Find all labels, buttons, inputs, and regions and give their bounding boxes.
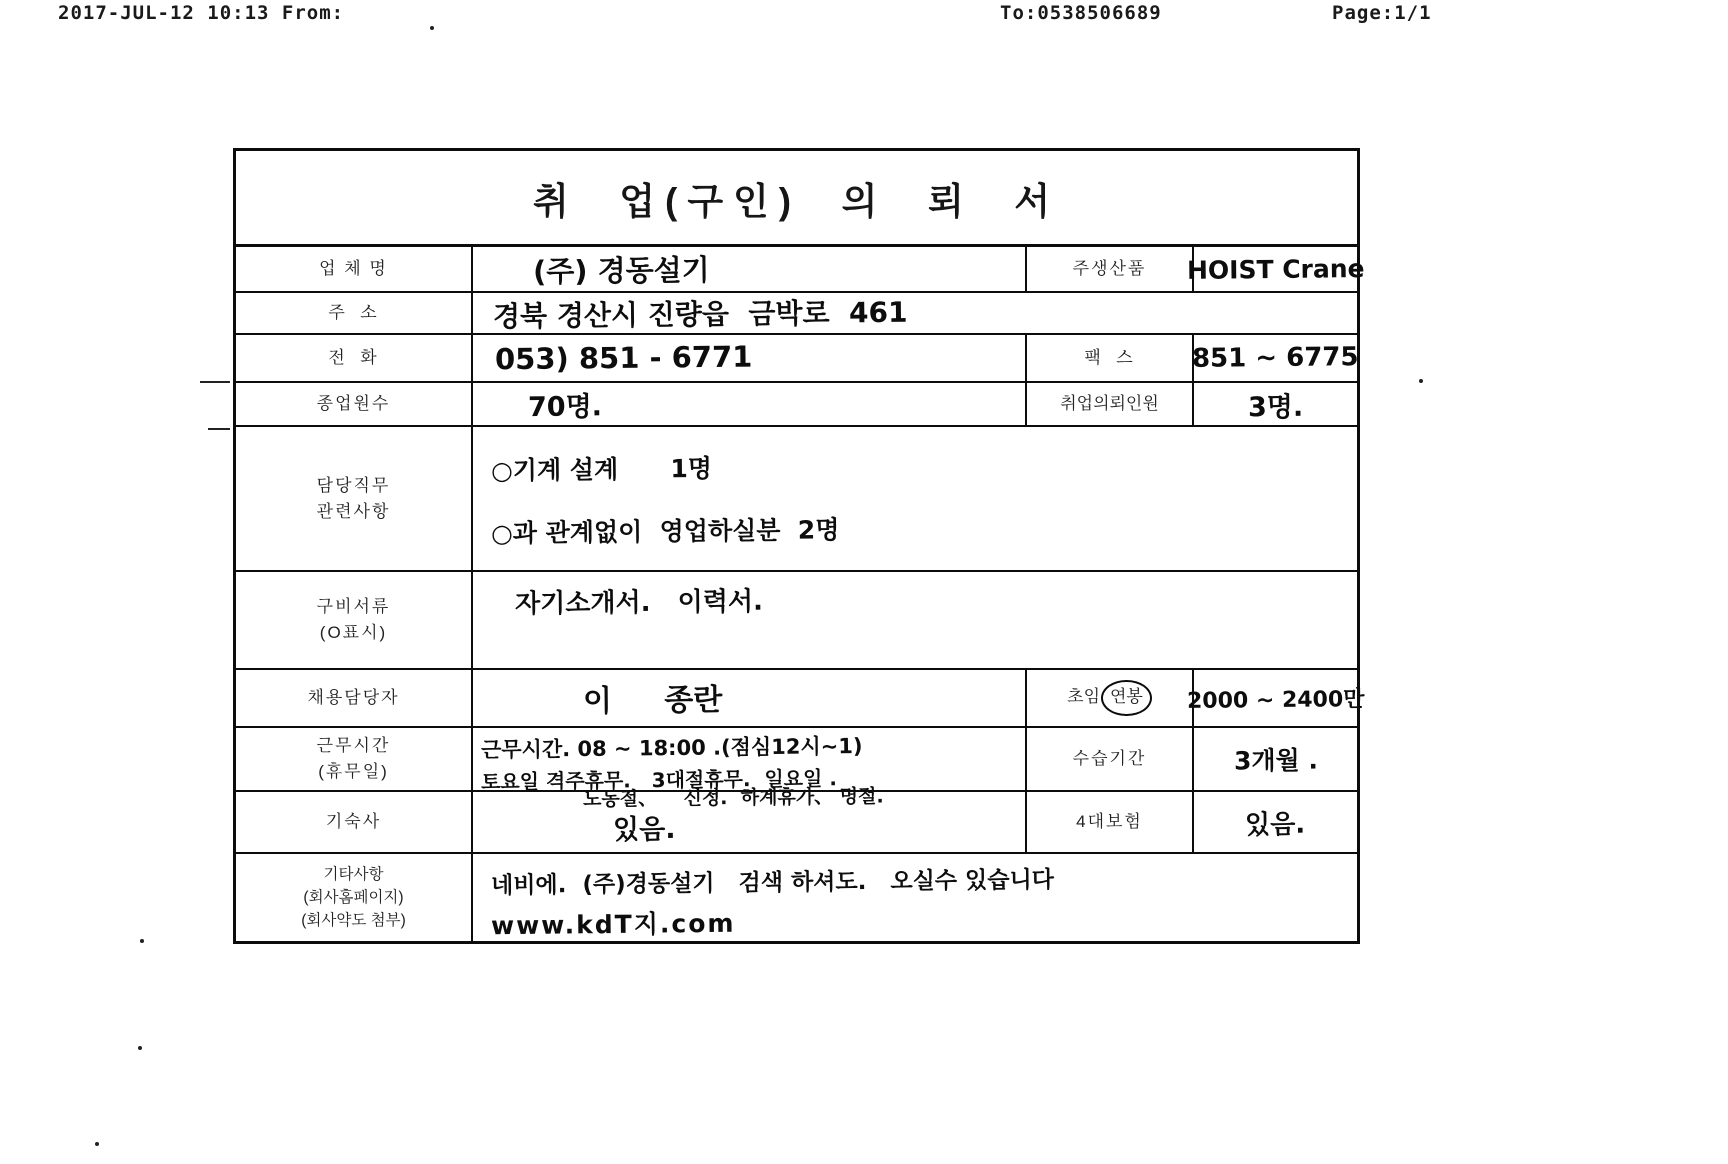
duties-label-line2: 관련사항 bbox=[316, 501, 391, 521]
probation-value: 3개월 . bbox=[1233, 745, 1318, 776]
scan-artifact-dot bbox=[430, 26, 434, 30]
main-product-value: HOIST Crane bbox=[1186, 253, 1365, 285]
dormitory-value: 있음. bbox=[612, 813, 676, 846]
probation-value-cell bbox=[1192, 728, 1357, 790]
company-name-label-cell bbox=[236, 247, 473, 291]
scan-artifact-dash bbox=[200, 381, 230, 383]
hours-value-cell bbox=[473, 728, 1025, 811]
employee-count-value: 70명. bbox=[527, 390, 603, 423]
main-product-value-cell bbox=[1186, 247, 1365, 291]
duties-value-line2: ○과 관계없이 영업하실분 2명 bbox=[490, 515, 840, 548]
dormitory-label: 기숙사 bbox=[325, 812, 382, 832]
starting-salary-value: 2000 ~ 2400만 bbox=[1186, 686, 1365, 714]
insurance-label: 4대보험 bbox=[1076, 812, 1143, 832]
starting-salary-value-cell bbox=[1186, 670, 1365, 727]
requested-workers-value-cell bbox=[1192, 383, 1357, 426]
address-value: 경북 경산시 진량읍 금박로 461 bbox=[492, 295, 908, 334]
scan-artifact-dot bbox=[140, 939, 144, 943]
etc-label-cell bbox=[236, 854, 473, 941]
row-employees bbox=[236, 383, 1357, 428]
documents-label-line2: (O표시) bbox=[319, 623, 388, 643]
dormitory-label-cell bbox=[236, 792, 473, 852]
company-name-value: (주) 경동설기 bbox=[532, 252, 710, 289]
row-working-hours bbox=[236, 728, 1357, 811]
address-label-cell bbox=[236, 293, 473, 333]
fax-transmission-header bbox=[0, 2, 1728, 28]
etc-value-line2: www.kdT지.com bbox=[490, 908, 736, 941]
recruiter-label: 채용담당자 bbox=[307, 687, 400, 707]
probation-label-cell bbox=[1025, 728, 1192, 790]
fax-label-cell bbox=[1025, 335, 1192, 381]
starting-salary-label-cell bbox=[1025, 670, 1192, 727]
address-value-cell bbox=[473, 293, 1357, 333]
main-product-label-cell bbox=[1025, 247, 1192, 291]
etc-label-line2: (회사홈페이지) bbox=[303, 888, 404, 906]
row-phone bbox=[236, 335, 1357, 383]
phone-value: 053) 851 - 6771 bbox=[494, 339, 753, 377]
row-etc bbox=[236, 854, 1357, 941]
hours-label-line2: (휴무일) bbox=[318, 762, 389, 782]
recruiter-label-cell bbox=[236, 670, 473, 727]
recruiter-value-cell bbox=[473, 670, 1025, 727]
insurance-value: 있음. bbox=[1245, 809, 1306, 841]
phone-label: 전 화 bbox=[328, 347, 379, 367]
scan-artifact-dot bbox=[95, 1142, 99, 1146]
main-product-label: 주생산품 bbox=[1072, 259, 1147, 279]
form-title: 취 업(구인) 의 뢰 서 bbox=[532, 180, 1061, 222]
form-title-row bbox=[236, 151, 1357, 247]
documents-value-cell bbox=[473, 572, 1357, 667]
address-label: 주 소 bbox=[328, 302, 379, 322]
annual-salary-circle: 연봉 bbox=[1101, 680, 1152, 716]
row-company bbox=[236, 247, 1365, 293]
requested-workers-value: 3명. bbox=[1247, 391, 1304, 423]
starting-salary-label bbox=[1067, 680, 1152, 716]
row-duties bbox=[236, 427, 1357, 572]
employee-count-label: 종업원수 bbox=[316, 393, 391, 413]
hours-value-line1: 근무시간. 08 ~ 18:00 .(점심12시~1) bbox=[480, 734, 863, 763]
employment-request-form bbox=[233, 148, 1365, 944]
phone-label-cell bbox=[236, 335, 473, 381]
fax-label: 팩 스 bbox=[1084, 347, 1135, 367]
scan-artifact-dot bbox=[1419, 379, 1423, 383]
scan-artifact-dot bbox=[138, 1046, 142, 1050]
phone-value-cell bbox=[473, 335, 1025, 381]
row-required-documents bbox=[236, 572, 1357, 669]
documents-label-line1: 구비서류 bbox=[316, 596, 391, 616]
company-name-value-cell bbox=[473, 247, 1025, 291]
employee-count-value-cell bbox=[473, 383, 1025, 426]
company-name-label: 업 체 명 bbox=[319, 259, 388, 279]
etc-label-line3: (회사약도 첨부) bbox=[301, 912, 406, 930]
starting-salary-label-prefix: 초임 bbox=[1067, 686, 1100, 706]
requested-workers-label: 취업의뢰인원 bbox=[1060, 393, 1159, 413]
hours-label-line1: 근무시간 bbox=[316, 736, 391, 756]
fax-value-cell bbox=[1192, 335, 1357, 381]
etc-value-cell bbox=[473, 854, 1357, 941]
hours-value-line2: 토요일 격주휴무. 3대절휴무. 일요일 . bbox=[480, 766, 838, 795]
etc-label-line1: 기타사항 bbox=[323, 865, 384, 883]
duties-value-cell bbox=[473, 427, 1357, 570]
row-address bbox=[236, 293, 1357, 335]
documents-value: 자기소개서. 이력서. bbox=[514, 587, 764, 620]
duties-value-line1: ○기계 설계 1명 bbox=[490, 453, 713, 486]
hours-label-cell bbox=[236, 728, 473, 790]
employee-count-label-cell bbox=[236, 383, 473, 426]
fax-to-number: To:0538506689 bbox=[1000, 2, 1162, 24]
scan-artifact-dash bbox=[208, 428, 230, 430]
fax-date-from: 2017-JUL-12 10:13 From: bbox=[58, 2, 345, 24]
fax-value: 851 ~ 6775 bbox=[1192, 342, 1359, 374]
insurance-value-cell bbox=[1192, 792, 1357, 852]
requested-workers-label-cell bbox=[1025, 383, 1192, 426]
insurance-label-cell bbox=[1025, 792, 1192, 852]
hours-value-line3: 노동절、 신정. 하계휴가、 명절. bbox=[582, 785, 884, 811]
duties-label-line1: 담당직무 bbox=[316, 475, 391, 495]
row-recruiter bbox=[236, 670, 1365, 729]
etc-value-line1: 네비에. (주)경동설기 검색 하셔도. 오실수 있습니다 bbox=[490, 867, 1055, 899]
fax-page-count: Page:1/1 bbox=[1332, 2, 1432, 24]
duties-label-cell bbox=[236, 427, 473, 570]
recruiter-value: 이 종란 bbox=[582, 682, 723, 720]
documents-label-cell bbox=[236, 572, 473, 667]
probation-label: 수습기간 bbox=[1072, 749, 1147, 769]
